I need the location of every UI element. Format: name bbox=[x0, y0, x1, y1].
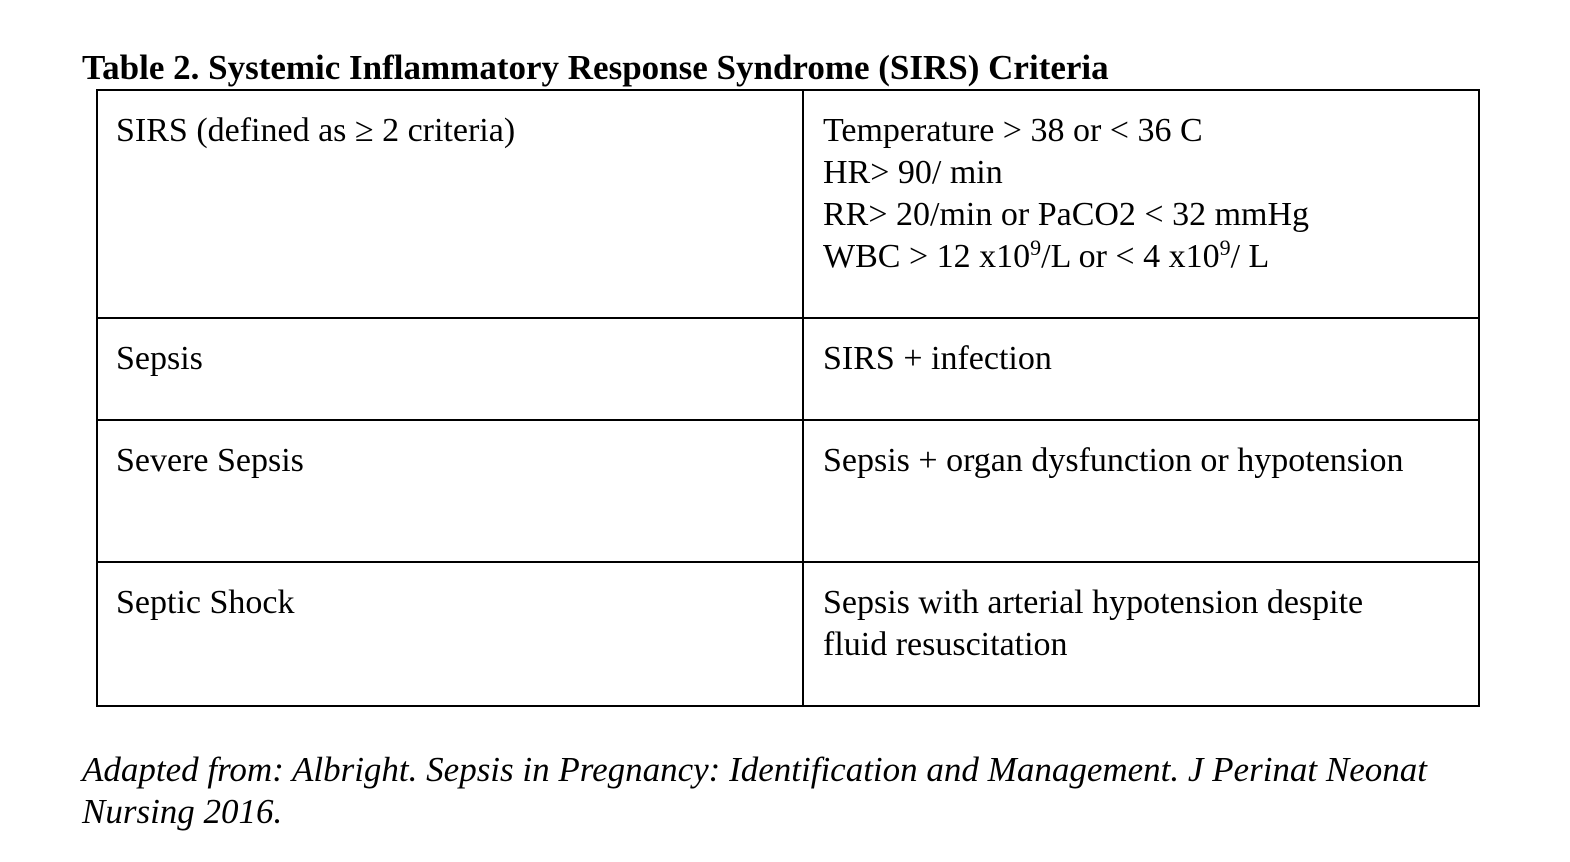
term-sirs: SIRS (defined as ≥ 2 criteria) bbox=[116, 112, 516, 149]
definition-sirs-criteria bbox=[804, 91, 1478, 278]
wbc-prefix: WBC > 12 x10 bbox=[823, 238, 1031, 275]
table-row bbox=[97, 420, 1479, 562]
sirs-criteria-table bbox=[96, 89, 1480, 707]
definition-septic-shock-line: Sepsis with arterial hypotension despite bbox=[823, 584, 1364, 621]
table-row bbox=[97, 562, 1479, 706]
term-cell bbox=[97, 318, 803, 420]
criterion-respiratory-rate: RR> 20/min or PaCO2 < 32 mmHg bbox=[823, 196, 1310, 233]
term-cell bbox=[97, 90, 803, 318]
wbc-suffix: / L bbox=[1230, 238, 1270, 275]
wbc-exponent-1: 9 bbox=[1030, 235, 1042, 260]
term-severe-sepsis: Severe Sepsis bbox=[116, 442, 304, 479]
definition-cell bbox=[803, 318, 1479, 420]
wbc-exponent-2: 9 bbox=[1219, 235, 1231, 260]
table-row bbox=[97, 90, 1479, 318]
criterion-temperature: Temperature > 38 or < 36 C bbox=[823, 112, 1203, 149]
source-citation: Adapted from: Albright. Sepsis in Pregnancy: Identification and Management. J Perinat Neonat Nursing 2016. bbox=[82, 750, 1428, 831]
criterion-heart-rate: HR> 90/ min bbox=[823, 154, 1003, 191]
definition-septic-shock bbox=[804, 563, 1478, 666]
definition-septic-shock-line: fluid resuscitation bbox=[823, 626, 1068, 663]
table-caption: Table 2. Systemic Inflammatory Response Syndrome (SIRS) Criteria bbox=[82, 48, 1109, 87]
definition-cell bbox=[803, 90, 1479, 318]
definition-cell bbox=[803, 562, 1479, 706]
wbc-middle: /L or < 4 x10 bbox=[1041, 238, 1220, 275]
definition-cell bbox=[803, 420, 1479, 562]
term-sepsis: Sepsis bbox=[116, 340, 203, 377]
term-cell bbox=[97, 420, 803, 562]
definition-severe-sepsis: Sepsis + organ dysfunction or hypotension bbox=[823, 442, 1404, 479]
criterion-wbc bbox=[823, 236, 1462, 278]
term-septic-shock: Septic Shock bbox=[116, 584, 295, 621]
term-cell bbox=[97, 562, 803, 706]
definition-sepsis: SIRS + infection bbox=[823, 340, 1052, 377]
table-row bbox=[97, 318, 1479, 420]
